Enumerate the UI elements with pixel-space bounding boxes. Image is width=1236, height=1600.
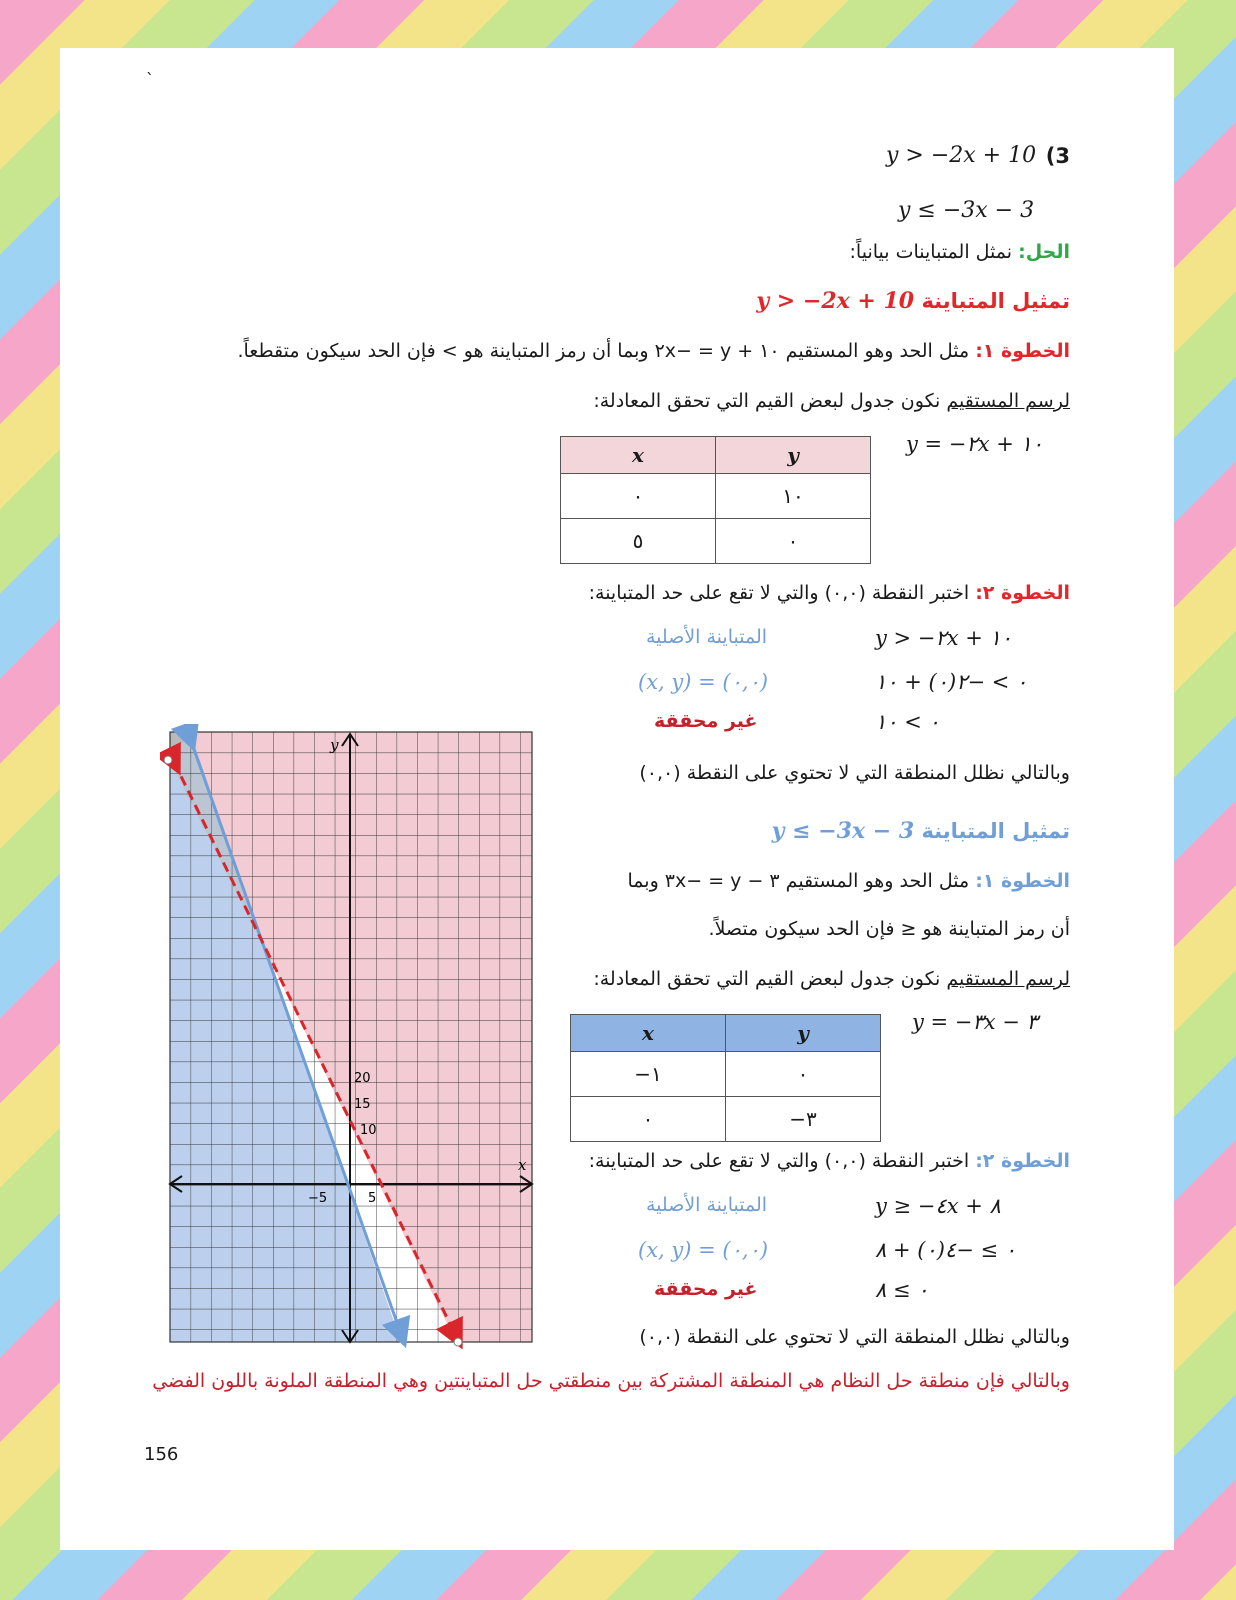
table-header-x: x	[561, 437, 716, 474]
part1-heading-math: y > −2x + 10	[756, 288, 915, 314]
part2-equation: y = −٣x − ٣	[912, 1010, 1038, 1034]
stray-mark: `	[146, 70, 154, 89]
page-number: 156	[144, 1444, 179, 1465]
part1-step2	[589, 582, 1070, 604]
table-cell: ١٠	[716, 474, 871, 519]
part2-heading-label: تمثيل المتباينة	[921, 819, 1070, 843]
part1-conclusion: وبالتالي نظلل المنطقة التي لا تحتوي على النقطة (٠,٠)	[639, 762, 1070, 784]
part1-step1	[237, 340, 1070, 362]
inequality-graph	[160, 724, 550, 1354]
part2-table-intro-rest: نكون جدول لبعض القيم التي تحقق المعادلة:	[593, 968, 947, 990]
part1-note-original: المتباينة الأصلية	[646, 626, 768, 648]
part2-check-line-1: y ≥ −٤x + ٨	[875, 1194, 1001, 1218]
table-cell: ٠	[726, 1052, 881, 1097]
tick-label-neg5: −5	[308, 1191, 328, 1206]
solution-text: نمثل المتباينات بيانياً:	[849, 241, 1013, 263]
part1-table-intro-underlined: لرسم المستقيم	[946, 390, 1070, 412]
part2-step1	[628, 870, 1070, 892]
solution-line	[850, 241, 1070, 263]
part2-step2	[589, 1150, 1070, 1172]
part1-equation: y = −٢x + ١٠	[906, 432, 1044, 456]
part2-heading-math: y ≤ −3x − 3	[771, 818, 915, 844]
part1-not-satisfied: غير محققة	[654, 710, 758, 732]
part1-step1-label: الخطوة ١:	[975, 340, 1070, 362]
part1-heading-label: تمثيل المتباينة	[921, 289, 1070, 313]
part2-step2-text: اختبر النقطة (٠,٠) والتي لا تقع على حد المتباينة:	[588, 1150, 970, 1172]
tick-label-10: 10	[360, 1123, 377, 1138]
part2-table-intro	[593, 968, 1070, 990]
part1-step2-label: الخطوة ٢:	[975, 582, 1070, 604]
table-header-x: x	[571, 1015, 726, 1052]
tick-label-5: 5	[368, 1191, 377, 1206]
part1-check-line-1: y > −٢x + ١٠	[875, 626, 1013, 650]
line-endpoint	[454, 1338, 462, 1346]
part2-check-line-2: ٠ ≥ −٤(٠) + ٨	[875, 1238, 1017, 1262]
part1-check-line-3: ٠ > ١٠	[875, 710, 940, 734]
part2-step1-cont: أن رمز المتباينة هو ≤ فإن الحد سيكون متصلاً.	[708, 918, 1070, 940]
problem-inequality-2: y ≤ −3x − 3	[898, 198, 1035, 223]
part1-check-line-2: ٠ > −٢(٠) + ١٠	[875, 670, 1028, 694]
table-cell: ٥	[561, 519, 716, 564]
table-cell: ٠	[561, 474, 716, 519]
part2-step1-label: الخطوة ١:	[975, 870, 1070, 892]
final-statement: وبالتالي فإن منطقة حل النظام هي المنطقة المشتركة بين منطقتي حل المتباينتين وهي المنطقة الملونة باللون الفضي	[152, 1370, 1070, 1392]
part2-conclusion: وبالتالي نظلل المنطقة التي لا تحتوي على النقطة (٠,٠)	[639, 1326, 1070, 1348]
problem-number: (3	[1045, 144, 1070, 168]
table-cell: −١	[571, 1052, 726, 1097]
part2-table-intro-underlined: لرسم المستقيم	[946, 968, 1070, 990]
part1-table-intro-rest: نكون جدول لبعض القيم التي تحقق المعادلة:	[593, 390, 947, 412]
part1-table-intro	[593, 390, 1070, 412]
table-cell: ٠	[716, 519, 871, 564]
part2-heading	[772, 818, 1070, 844]
part1-step2-text: اختبر النقطة (٠,٠) والتي لا تقع على حد المتباينة:	[588, 582, 970, 604]
part2-note-point: (x, y) = (٠,٠)	[638, 1238, 769, 1262]
part1-heading	[756, 288, 1070, 314]
table-header-y: y	[726, 1015, 881, 1052]
table-cell: ٠	[571, 1097, 726, 1142]
part2-note-original: المتباينة الأصلية	[646, 1194, 768, 1216]
part2-not-satisfied: غير محققة	[654, 1278, 758, 1300]
part2-values-table	[570, 1014, 881, 1142]
part1-note-point: (x, y) = (٠,٠)	[638, 670, 769, 694]
x-axis-label: x	[518, 1156, 527, 1174]
worksheet-page	[60, 48, 1174, 1550]
tick-label-20: 20	[354, 1071, 371, 1086]
part2-check-line-3: ٠ ≥ ٨	[875, 1278, 929, 1302]
line-endpoint	[164, 756, 172, 764]
y-axis-label: y	[330, 736, 339, 754]
problem-inequality-1: y > −2x + 10	[886, 143, 1037, 168]
part2-step1-text-a: مثل الحد وهو المستقيم ٣ − y = −٣x وبما	[627, 870, 970, 892]
tick-label-15: 15	[354, 1097, 371, 1112]
solution-label: الحل:	[1018, 241, 1070, 263]
part2-step2-label: الخطوة ٢:	[975, 1150, 1070, 1172]
table-header-y: y	[716, 437, 871, 474]
part1-step1-text: مثل الحد وهو المستقيم ١٠ + y = −٢x وبما أن رمز المتباينة هو > فإن الحد سيكون متقطعاً.	[237, 340, 970, 362]
part1-values-table	[560, 436, 871, 564]
table-cell: −٣	[726, 1097, 881, 1142]
